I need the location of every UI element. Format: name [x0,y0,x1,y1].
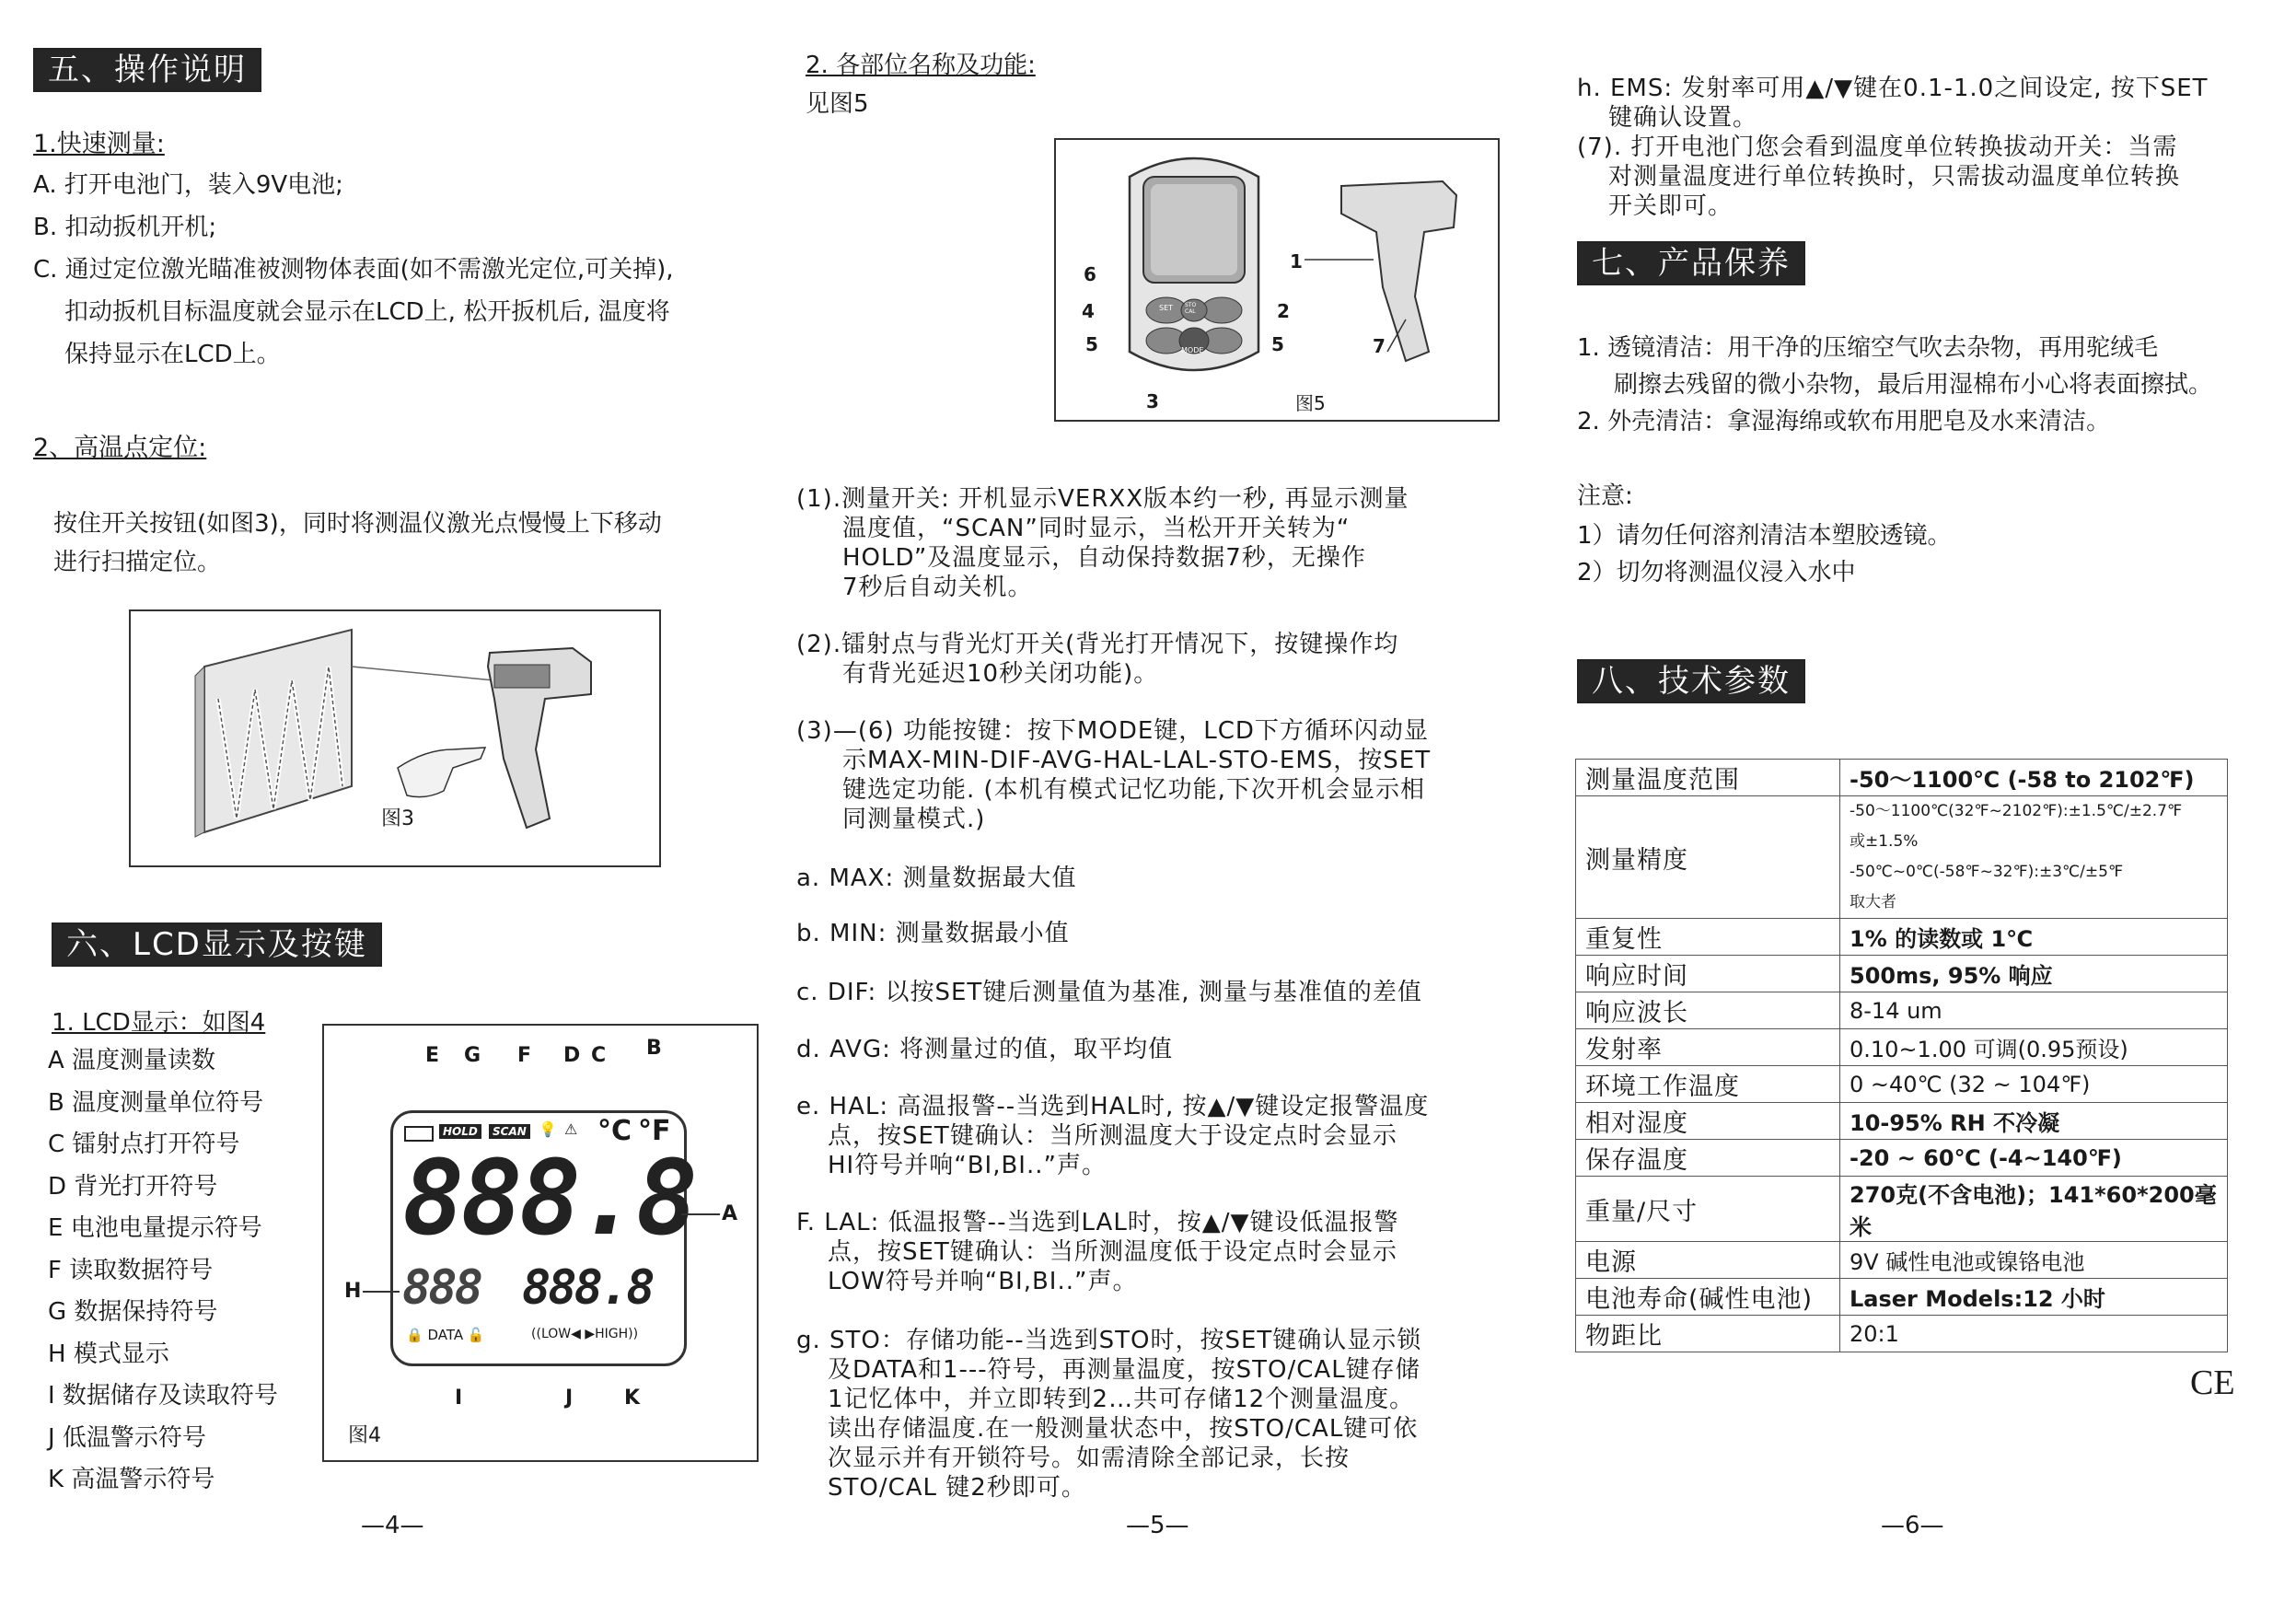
lcd-item: F 读取数据符号 [48,1256,214,1284]
page-number: —6— [1881,1512,1944,1539]
label-e: E [425,1044,440,1067]
para-3 [796,716,1431,834]
label-b: B [646,1037,662,1060]
spec-key: 响应波长 [1576,992,1840,1029]
sub-reading: 888.8 [522,1260,653,1316]
label-a: A [722,1202,738,1225]
figure-4-caption: 图4 [348,1424,381,1447]
parts-title: 2. 各部位名称及功能: [806,52,1036,79]
text-line: 及DATA和1---符号，再测量温度，按STO/CAL键存储 [828,1356,1421,1384]
spec-value [1840,1177,2228,1242]
text-line: 点，按SET键确认：当所测温度大于设定点时会显示 [828,1122,1397,1150]
lcd-item: B 温度测量单位符号 [48,1088,264,1117]
page-6 [1533,0,2296,1613]
care-item: 刷擦去残留的微小杂物，最后用湿棉布小心将表面擦拭。 [1614,371,2213,399]
hold-symbol: HOLD [439,1124,481,1139]
spec-key: 响应时间 [1576,956,1840,992]
section-7-title: 七、产品保养 [1577,241,1805,285]
label-5-right: 5 [1271,333,1284,355]
alarm-symbols: ((LOW◀ ▶HIGH)) [531,1327,639,1341]
mode-display: 888 [402,1260,481,1316]
label-6: 6 [1084,263,1096,285]
page-number: —5— [1126,1512,1189,1539]
spec-key: 相对湿度 [1576,1103,1840,1140]
spec-key: 发射率 [1576,1029,1840,1066]
device-illustration [1056,140,1498,420]
text-line: 同测量模式.) [842,806,986,833]
spec-value [1840,1066,2228,1103]
quick-item: 扣动扳机目标温度就会显示在LCD上, 松开扳机后, 温度将 [64,298,670,326]
note-title: 注意: [1577,482,1633,510]
lcd-item: J 低温警示符号 [48,1423,206,1452]
sto-cal-key: STO CAL [1185,302,1197,315]
low-alarm: LOW [540,1327,572,1341]
spec-value-line: -50～1100℃ (-58 to 2102℉) [1850,767,2195,793]
quick-measure-title: 1.快速测量: [33,130,165,158]
item-d: d. AVG: 将测量过的值，取平均值 [796,1036,1174,1063]
spec-value-line: 20:1 [1850,1320,1899,1347]
lcd-item: A 温度测量读数 [48,1047,216,1074]
text-line: 点，按SET键确认：当所测温度低于设定点时会显示 [828,1238,1397,1266]
quick-item: 保持显示在LCD上。 [64,341,281,368]
spec-key: 重量/尺寸 [1576,1177,1840,1242]
spec-value [1840,919,2228,956]
spec-table [1575,759,2228,1352]
main-reading: 888.8 [402,1139,695,1259]
hot-spot-text [53,505,662,582]
hot-spot-line: 进行扫描定位。 [53,549,222,576]
spec-value [1840,956,2228,992]
figure-5 [1054,138,1500,422]
quick-measure-list [33,164,674,376]
note-item: 1）请勿任何溶剂清洁本塑胶透镜。 [1577,522,1952,550]
item-7 [1577,133,2180,221]
spec-value-line: 1% 的读数或 1℃ [1850,926,2034,952]
spec-key: 保存温度 [1576,1140,1840,1177]
see-figure: 见图5 [806,90,869,118]
text-line: 1记忆体中，并立即转到2…共可存储12个测量温度。 [828,1386,1415,1413]
label-5-left: 5 [1085,333,1098,355]
spec-row [1576,760,2228,796]
label-4: 4 [1082,300,1095,322]
care-item: 2. 外壳清洁：拿湿海绵或软布用肥皂及水来清洁。 [1577,408,2111,435]
spec-row [1576,1103,2228,1140]
scan-symbol: SCAN [489,1124,530,1139]
spec-value-line: 9V 碱性电池或镍铬电池 [1850,1249,2085,1275]
spec-row [1576,1316,2228,1352]
lcd-item: H 模式显示 [48,1340,169,1368]
care-list [1577,330,2212,440]
text-line: (1).测量开关: 开机显示VERXX版本约一秒, 再显示测量 [796,485,1409,513]
lcd-item: C 镭射点打开符号 [48,1131,240,1158]
page-number: —4— [361,1512,424,1539]
spec-row [1576,1029,2228,1066]
spec-key: 测量温度范围 [1576,760,1840,796]
label-g: G [464,1044,481,1067]
page-5 [778,0,1533,1613]
text-line: 7秒后自动关机。 [842,574,1033,601]
spec-row [1576,956,2228,992]
spec-value [1840,992,2228,1029]
text-line: 键确认设置。 [1608,104,1758,132]
text-line: 有背光延迟10秒关闭功能)。 [842,660,1159,688]
spec-value [1840,1316,2228,1352]
leader-line [363,1291,400,1293]
spec-value-line: 10-95% RH 不冷凝 [1850,1110,2060,1136]
label-i: I [455,1387,463,1410]
text-line: (2).镭射点与背光灯开关(背光打开情况下，按键操作均 [796,631,1399,658]
spec-row [1576,919,2228,956]
data-label: DATA [427,1327,464,1343]
text-line: HI符号并响“BI,BI..”声。 [828,1152,1107,1179]
spec-value-line: 取大者 [1850,893,1896,911]
high-alarm: HIGH [595,1327,629,1341]
figure-4 [322,1024,759,1462]
hot-spot-title: 2、高温点定位: [33,434,207,462]
text-line: LOW符号并响“BI,BI..”声。 [828,1268,1138,1295]
spec-key: 测量精度 [1576,796,1840,919]
item-f [796,1208,1399,1296]
unit-celsius: °C [597,1115,632,1147]
spec-value [1840,1103,2228,1140]
text-line: e. HAL: 高温报警--当选到HAL时, 按▲/▼键设定报警温度 [796,1093,1430,1120]
item-a: a. MAX: 测量数据最大值 [796,865,1077,892]
lcd-item: D 背光打开符号 [48,1172,218,1201]
spec-value [1840,1029,2228,1066]
label-1: 1 [1290,250,1303,273]
lcd-symbol-list [48,1040,278,1502]
label-d: D [563,1044,581,1067]
hot-spot-line: 按住开关按钮(如图3)，同时将测温仪激光点慢慢上下移动 [53,510,662,538]
section-8-title: 八、技术参数 [1577,659,1805,703]
text-line: 次显示并有开锁符号。如需清除全部记录，长按 [828,1445,1351,1472]
text-line: 开关即可。 [1608,192,1734,220]
label-f: F [517,1044,532,1067]
text-line: (3)—(6) 功能按键：按下MODE键，LCD下方循环闪动显 [796,717,1429,745]
backlight-icon: 💡 [539,1120,557,1138]
spec-value [1840,760,2228,796]
para-2 [796,630,1398,689]
label-3: 3 [1146,390,1159,412]
spec-row [1576,796,2228,919]
figure-3 [129,609,661,867]
spec-value-line: -50℃~0℃(-58℉~32℉):±3℃/±5℉ [1850,863,2124,881]
spec-value-line: 0 ~40℃ (32 ~ 104℉) [1850,1071,2091,1097]
figure-5-caption: 图5 [1295,392,1326,414]
text-line: 键选定功能. (本机有模式记忆功能,下次开机会显示相 [842,776,1425,804]
text-line: STO/CAL 键2秒即可。 [828,1474,1086,1502]
section-6-title: 六、LCD显示及按键 [52,923,382,967]
leader-line [681,1213,720,1215]
spec-value [1840,1242,2228,1279]
note-item: 2）切勿将测温仪浸入水中 [1577,559,1856,586]
spec-value [1840,1279,2228,1316]
item-b: b. MIN: 测量数据最小值 [796,920,1070,947]
unit-fahrenheit: °F [638,1115,671,1147]
text-line: h. EMS: 发射率可用▲/▼键在0.1-1.0之间设定, 按下SET [1577,75,2209,102]
data-symbol: 🔒 DATA 🔓 [406,1327,485,1343]
spec-row [1576,1177,2228,1242]
quick-item: A. 打开电池门，装入9V电池; [33,171,343,199]
quick-item: C. 通过定位激光瞄准被测物体表面(如不需激光定位,可关掉), [33,256,674,284]
laser-icon: ⚠ [564,1120,578,1138]
label-7: 7 [1373,335,1386,357]
spec-key: 物距比 [1576,1316,1840,1352]
text-line: HOLD”及温度显示，自动保持数据7秒，无操作 [842,544,1366,572]
lcd-panel [390,1110,695,1366]
lcd-item: G 数据保持符号 [48,1298,218,1326]
spec-value [1840,796,2228,919]
set-key: SET [1159,304,1174,312]
item-h [1577,74,2209,133]
spec-value-line: 或±1.5% [1850,832,1919,851]
text-line: 读出存储温度.在一般测量状态中，按STO/CAL键可依 [828,1415,1419,1443]
spec-key: 电源 [1576,1242,1840,1279]
spec-key: 环境工作温度 [1576,1066,1840,1103]
spec-row [1576,1140,2228,1177]
spec-row [1576,1279,2228,1316]
spec-key: 电池寿命(碱性电池) [1576,1279,1840,1316]
text-line: 对测量温度进行单位转换时，只需拔动温度单位转换 [1608,163,2181,191]
section-5-title: 五、操作说明 [33,48,261,92]
spec-value-line: -50～1100℃(32℉~2102℉):±1.5℃/±2.7℉ [1850,802,2183,820]
text-line: F. LAL: 低温报警--当选到LAL时，按▲/▼键设低温报警 [796,1209,1399,1236]
care-item: 1. 透镜清洁：用干净的压缩空气吹去杂物，再用驼绒毛 [1577,334,2159,362]
spec-row [1576,1066,2228,1103]
item-e [796,1092,1429,1180]
spec-value-line: 270克(不含电池)；141*60*200毫米 [1850,1182,2217,1240]
label-2: 2 [1277,300,1290,322]
label-j: J [565,1387,574,1410]
item-g [796,1326,1421,1503]
para-1 [796,484,1409,602]
spec-value-line: 500ms, 95% 响应 [1850,963,2053,989]
mode-key: MODE [1181,346,1204,354]
spec-key: 重复性 [1576,919,1840,956]
item-c: c. DIF: 以按SET键后测量值为基准, 测量与基准值的差值 [796,979,1422,1006]
spec-value [1840,1140,2228,1177]
page-4 [0,0,778,1613]
figure-3-caption: 图3 [381,807,414,830]
spec-value-line: 8-14 um [1850,997,1942,1024]
note-list [1577,517,1952,591]
label-h: H [344,1280,362,1303]
lcd-display-title: 1. LCD显示：如图4 [52,1009,266,1037]
ce-mark: CE [2190,1364,2235,1402]
label-k: K [624,1387,641,1410]
lcd-item: I 数据储存及读取符号 [48,1382,278,1410]
lcd-item: E 电池电量提示符号 [48,1214,262,1242]
text-line: 温度值，“SCAN”同时显示，当松开开关转为“ [842,515,1351,542]
lcd-item: K 高温警示符号 [48,1466,215,1493]
text-line: 示MAX-MIN-DIF-AVG-HAL-LAL-STO-EMS，按SET [842,747,1432,774]
spec-value-line: Laser Models:12 小时 [1850,1286,2105,1312]
text-line: (7). 打开电池门您会看到温度单位转换拔动开关：当需 [1577,133,2178,161]
spec-row [1576,992,2228,1029]
spec-row [1576,1242,2228,1279]
spec-value-line: 0.10~1.00 可调(0.95预设) [1850,1037,2128,1062]
quick-item: B. 扣动扳机开机; [33,214,217,241]
spec-value-line: -20 ~ 60℃ (-4~140℉) [1850,1144,2122,1171]
label-c: C [591,1044,607,1067]
text-line: g. STO：存储功能--当选到STO时，按SET键确认显示锁 [796,1327,1422,1354]
